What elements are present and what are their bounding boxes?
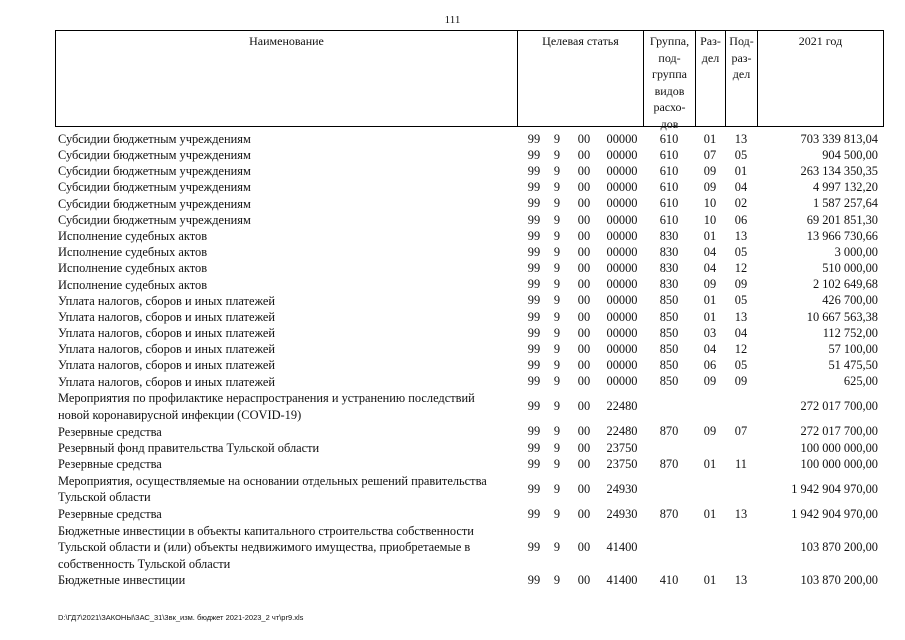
amount-cell: 57 100,00 <box>828 342 878 357</box>
table-row <box>55 424 882 440</box>
amount-cell: 112 752,00 <box>822 325 878 340</box>
target-code-direction: 00000 <box>606 147 638 162</box>
target-code-direction: 24930 <box>606 481 638 496</box>
section-cell: 01 <box>703 573 717 588</box>
row-name <box>55 260 517 277</box>
target-code-program: 99 <box>527 424 541 439</box>
row-name-line: Тульской области и (или) объекты недвижимого имущества, приобретаемые в <box>58 540 471 555</box>
section-cell: 09 <box>703 424 717 439</box>
header-year: 2021 год <box>798 34 843 48</box>
row-name-line: Резервный фонд правительства Тульской области <box>58 440 320 455</box>
row-name <box>55 440 517 457</box>
section-cell: 04 <box>703 261 717 276</box>
section-cell: 09 <box>703 163 717 178</box>
target-code-program: 99 <box>527 196 541 211</box>
target-code-program: 99 <box>527 261 541 276</box>
target-code-element: 00 <box>577 293 591 308</box>
target-code-program: 99 <box>527 244 541 259</box>
amount-cell: 426 700,00 <box>822 293 878 308</box>
subsection-cell: 07 <box>734 424 748 439</box>
target-code-subprogram: 9 <box>553 147 561 162</box>
expense-group-cell: 610 <box>659 212 679 227</box>
target-code-element: 00 <box>577 228 591 243</box>
row-name <box>55 277 517 294</box>
row-name-line: Мероприятия по профилактике нераспространения и устранению последствий <box>58 391 475 406</box>
table-row <box>55 472 882 506</box>
row-name-line: Субсидии бюджетным учреждениям <box>58 164 251 179</box>
target-code-subprogram: 9 <box>553 309 561 324</box>
target-code-program: 99 <box>527 399 541 414</box>
file-path-footer: D:\ГД7\2021\ЗАКОНЫ\ЗАС_31\3вк_изм. бюджет 2021-2023_2 чт\pr9.xls <box>58 613 304 622</box>
amount-cell: 510 000,00 <box>822 261 878 276</box>
row-name <box>55 244 517 261</box>
table-row <box>55 358 882 374</box>
row-name <box>55 196 517 213</box>
section-cell: 09 <box>703 374 717 389</box>
row-name <box>55 131 517 148</box>
table-row <box>55 456 882 472</box>
row-name <box>55 424 517 441</box>
target-code-program: 99 <box>527 358 541 373</box>
expense-group-cell: 850 <box>659 309 679 324</box>
amount-cell: 904 500,00 <box>822 147 878 162</box>
target-code-subprogram: 9 <box>553 293 561 308</box>
target-code-subprogram: 9 <box>553 163 561 178</box>
target-code-subprogram: 9 <box>553 212 561 227</box>
section-cell: 04 <box>703 342 717 357</box>
row-name-line: Субсидии бюджетным учреждениям <box>58 196 251 211</box>
target-code-program: 99 <box>527 131 541 146</box>
row-name <box>55 374 517 391</box>
amount-cell: 625,00 <box>843 374 878 389</box>
subsection-cell: 01 <box>734 163 748 178</box>
subsection-cell: 05 <box>734 244 748 259</box>
table-row <box>55 309 882 325</box>
target-code-subprogram: 9 <box>553 342 561 357</box>
section-cell: 09 <box>703 180 717 195</box>
row-name-line: Уплата налогов, сборов и иных платежей <box>58 374 276 389</box>
target-code-subprogram: 9 <box>553 196 561 211</box>
page-number: 111 <box>444 14 461 26</box>
header-section: Раз- дел <box>696 31 726 126</box>
target-code-direction: 22480 <box>606 399 638 414</box>
row-name-line: Субсидии бюджетным учреждениям <box>58 180 251 195</box>
subsection-cell: 05 <box>734 293 748 308</box>
target-code-direction: 00000 <box>606 309 638 324</box>
target-code-direction: 00000 <box>606 163 638 178</box>
row-name-line: Исполнение судебных актов <box>58 245 208 260</box>
target-code-direction: 22480 <box>606 424 638 439</box>
section-cell: 01 <box>703 228 717 243</box>
target-code-element: 00 <box>577 399 591 414</box>
section-cell: 01 <box>703 456 717 471</box>
target-code-element: 00 <box>577 573 591 588</box>
expense-group-cell: 850 <box>659 325 679 340</box>
header-target-article: Целевая статья <box>518 31 644 126</box>
target-code-element: 00 <box>577 506 591 521</box>
target-code-element: 00 <box>577 539 591 554</box>
expense-group-cell: 830 <box>659 277 679 292</box>
target-code-subprogram: 9 <box>553 261 561 276</box>
target-code-program: 99 <box>527 325 541 340</box>
target-code-subprogram: 9 <box>553 399 561 414</box>
amount-cell: 272 017 700,00 <box>800 424 878 439</box>
row-name <box>55 163 517 180</box>
target-code-subprogram: 9 <box>553 228 561 243</box>
row-name-line: Уплата налогов, сборов и иных платежей <box>58 342 276 357</box>
amount-cell: 100 000 000,00 <box>800 440 878 455</box>
target-code-program: 99 <box>527 539 541 554</box>
expense-group-cell: 830 <box>659 228 679 243</box>
table-row <box>55 277 882 293</box>
table-body <box>55 131 882 589</box>
target-code-direction: 00000 <box>606 196 638 211</box>
expense-group-cell: 610 <box>659 131 679 146</box>
target-code-program: 99 <box>527 293 541 308</box>
table-row <box>55 573 882 589</box>
amount-cell: 3 000,00 <box>834 244 878 259</box>
target-code-element: 00 <box>577 424 591 439</box>
expense-group-cell: 610 <box>659 180 679 195</box>
table-row <box>55 325 882 341</box>
table-row <box>55 163 882 179</box>
row-name <box>55 473 517 506</box>
subsection-cell: 12 <box>734 261 748 276</box>
target-code-program: 99 <box>527 147 541 162</box>
target-code-direction: 00000 <box>606 261 638 276</box>
row-name <box>55 572 517 589</box>
amount-cell: 103 870 200,00 <box>800 573 878 588</box>
section-cell: 09 <box>703 277 717 292</box>
target-code-subprogram: 9 <box>553 424 561 439</box>
target-code-subprogram: 9 <box>553 180 561 195</box>
expense-group-cell: 870 <box>659 424 679 439</box>
row-name <box>55 390 517 423</box>
row-name-line: Бюджетные инвестиции <box>58 573 186 588</box>
row-name-line: Уплата налогов, сборов и иных платежей <box>58 293 276 308</box>
expense-group-cell: 610 <box>659 196 679 211</box>
row-name-line: новой коронавирусной инфекции (COVID-19) <box>58 407 302 422</box>
expense-group-cell: 850 <box>659 342 679 357</box>
table-row <box>55 390 882 424</box>
table-row <box>55 506 882 522</box>
target-code-element: 00 <box>577 212 591 227</box>
row-name <box>55 325 517 342</box>
target-code-element: 00 <box>577 342 591 357</box>
subsection-cell: 09 <box>734 277 748 292</box>
row-name <box>55 523 517 573</box>
target-code-direction: 41400 <box>606 573 638 588</box>
target-code-element: 00 <box>577 277 591 292</box>
target-code-program: 99 <box>527 309 541 324</box>
target-code-subprogram: 9 <box>553 456 561 471</box>
target-code-direction: 24930 <box>606 506 638 521</box>
subsection-cell: 13 <box>734 131 748 146</box>
amount-cell: 703 339 813,04 <box>800 131 878 146</box>
target-code-subprogram: 9 <box>553 539 561 554</box>
target-code-direction: 41400 <box>606 539 638 554</box>
amount-cell: 13 966 730,66 <box>806 228 878 243</box>
target-code-direction: 00000 <box>606 212 638 227</box>
target-code-element: 00 <box>577 180 591 195</box>
subsection-cell: 13 <box>734 506 748 521</box>
subsection-cell: 05 <box>734 147 748 162</box>
target-code-program: 99 <box>527 180 541 195</box>
target-code-program: 99 <box>527 212 541 227</box>
table-row <box>55 212 882 228</box>
section-cell: 10 <box>703 212 717 227</box>
target-code-direction: 00000 <box>606 342 638 357</box>
subsection-cell: 13 <box>734 309 748 324</box>
table-row <box>55 261 882 277</box>
row-name-line: Бюджетные инвестиции в объекты капитального строительства собственности <box>58 523 474 538</box>
row-name <box>55 456 517 473</box>
expense-group-cell: 610 <box>659 163 679 178</box>
table-row <box>55 440 882 456</box>
subsection-cell: 09 <box>734 374 748 389</box>
target-code-subprogram: 9 <box>553 131 561 146</box>
row-name <box>55 293 517 310</box>
target-code-subprogram: 9 <box>553 573 561 588</box>
amount-cell: 272 017 700,00 <box>800 399 878 414</box>
amount-cell: 103 870 200,00 <box>800 539 878 554</box>
row-name-line: Исполнение судебных актов <box>58 228 208 243</box>
amount-cell: 263 134 350,35 <box>800 163 878 178</box>
amount-cell: 51 475,50 <box>828 358 878 373</box>
expense-group-cell: 850 <box>659 358 679 373</box>
row-name-line: Резервные средства <box>58 457 162 472</box>
target-code-direction: 00000 <box>606 244 638 259</box>
target-code-subprogram: 9 <box>553 244 561 259</box>
amount-cell: 1 587 257,64 <box>812 196 878 211</box>
header-expense-group: Группа, под- группа видов расхо- дов <box>644 31 696 126</box>
table-row <box>55 374 882 390</box>
target-code-program: 99 <box>527 374 541 389</box>
target-code-direction: 00000 <box>606 277 638 292</box>
row-name-line: Субсидии бюджетным учреждениям <box>58 148 251 163</box>
row-name <box>55 212 517 229</box>
amount-cell: 1 942 904 970,00 <box>791 506 878 521</box>
row-name-line: Мероприятия, осуществляемые на основании отдельных решений правительства <box>58 473 487 488</box>
row-name-line: Исполнение судебных актов <box>58 261 208 276</box>
target-code-direction: 00000 <box>606 180 638 195</box>
subsection-cell: 11 <box>735 456 747 471</box>
target-code-element: 00 <box>577 309 591 324</box>
row-name <box>55 341 517 358</box>
expense-group-cell: 410 <box>659 573 679 588</box>
subsection-cell: 04 <box>734 325 748 340</box>
target-code-program: 99 <box>527 481 541 496</box>
section-cell: 06 <box>703 358 717 373</box>
target-code-direction: 00000 <box>606 131 638 146</box>
table-row <box>55 244 882 260</box>
table-row <box>55 180 882 196</box>
target-code-direction: 23750 <box>606 456 638 471</box>
target-code-element: 00 <box>577 131 591 146</box>
target-code-element: 00 <box>577 196 591 211</box>
target-code-element: 00 <box>577 147 591 162</box>
target-code-program: 99 <box>527 228 541 243</box>
subsection-cell: 13 <box>734 228 748 243</box>
expense-group-cell: 850 <box>659 374 679 389</box>
target-code-element: 00 <box>577 374 591 389</box>
target-code-direction: 00000 <box>606 358 638 373</box>
expense-group-cell: 610 <box>659 147 679 162</box>
expense-group-cell: 870 <box>659 456 679 471</box>
row-name <box>55 179 517 196</box>
table-row <box>55 147 882 163</box>
header-subsection: Под- раз- дел <box>726 31 758 126</box>
section-cell: 01 <box>703 131 717 146</box>
section-cell: 04 <box>703 244 717 259</box>
target-code-element: 00 <box>577 325 591 340</box>
expense-group-cell: 830 <box>659 244 679 259</box>
row-name <box>55 357 517 374</box>
row-name-line: Резервные средства <box>58 424 162 439</box>
target-code-program: 99 <box>527 277 541 292</box>
header-name: Наименование <box>56 31 518 126</box>
target-code-direction: 00000 <box>606 228 638 243</box>
section-cell: 03 <box>703 325 717 340</box>
row-name-line: Резервные средства <box>58 507 162 521</box>
subsection-cell: 06 <box>734 212 748 227</box>
row-name <box>55 147 517 164</box>
target-code-program: 99 <box>527 440 541 455</box>
table-row <box>55 196 882 212</box>
target-code-subprogram: 9 <box>553 440 561 455</box>
subsection-cell: 04 <box>734 180 748 195</box>
target-code-subprogram: 9 <box>553 358 561 373</box>
table-row <box>55 293 882 309</box>
amount-cell: 10 667 563,38 <box>806 309 878 324</box>
amount-cell: 100 000 000,00 <box>800 456 878 471</box>
target-code-program: 99 <box>527 506 541 521</box>
subsection-cell: 12 <box>734 342 748 357</box>
expense-group-cell: 830 <box>659 261 679 276</box>
row-name-line: Субсидии бюджетным учреждениям <box>58 131 251 146</box>
row-name <box>55 228 517 245</box>
section-cell: 01 <box>703 309 717 324</box>
target-code-subprogram: 9 <box>553 506 561 521</box>
target-code-element: 00 <box>577 456 591 471</box>
target-code-program: 99 <box>527 163 541 178</box>
amount-cell: 2 102 649,68 <box>812 277 878 292</box>
amount-cell: 69 201 851,30 <box>806 212 878 227</box>
table-row <box>55 228 882 244</box>
subsection-cell: 13 <box>734 573 748 588</box>
section-cell: 01 <box>703 293 717 308</box>
expense-group-cell: 850 <box>659 293 679 308</box>
target-code-subprogram: 9 <box>553 325 561 340</box>
row-name <box>55 309 517 326</box>
section-cell: 07 <box>703 147 717 162</box>
section-cell: 01 <box>703 506 717 521</box>
row-name <box>55 506 517 523</box>
target-code-direction: 00000 <box>606 325 638 340</box>
row-name-line: Уплата налогов, сборов и иных платежей <box>58 309 276 324</box>
table-row <box>55 522 882 572</box>
target-code-program: 99 <box>527 342 541 357</box>
target-code-element: 00 <box>577 244 591 259</box>
target-code-element: 00 <box>577 261 591 276</box>
table-header <box>55 30 884 131</box>
target-code-element: 00 <box>577 481 591 496</box>
target-code-direction: 00000 <box>606 293 638 308</box>
expense-group-cell: 870 <box>659 506 679 521</box>
target-code-subprogram: 9 <box>553 374 561 389</box>
target-code-direction: 00000 <box>606 374 638 389</box>
row-name-line: собственность Тульской области <box>58 556 231 571</box>
target-code-subprogram: 9 <box>553 277 561 292</box>
table-row <box>55 341 882 357</box>
row-name-line: Уплата налогов, сборов и иных платежей <box>58 326 276 341</box>
target-code-element: 00 <box>577 163 591 178</box>
amount-cell: 1 942 904 970,00 <box>791 481 878 496</box>
row-name-line: Уплата налогов, сборов и иных платежей <box>58 358 276 373</box>
target-code-program: 99 <box>527 573 541 588</box>
target-code-subprogram: 9 <box>553 481 561 496</box>
target-code-program: 99 <box>527 456 541 471</box>
row-name-line: Исполнение судебных актов <box>58 277 208 292</box>
section-cell: 10 <box>703 196 717 211</box>
target-code-element: 00 <box>577 358 591 373</box>
row-name-line: Субсидии бюджетным учреждениям <box>58 212 251 227</box>
row-name-line: Тульской области <box>58 490 151 505</box>
target-code-element: 00 <box>577 440 591 455</box>
target-code-direction: 23750 <box>606 440 638 455</box>
amount-cell: 4 997 132,20 <box>812 180 878 195</box>
subsection-cell: 05 <box>734 358 748 373</box>
subsection-cell: 02 <box>734 196 748 211</box>
table-row <box>55 131 882 147</box>
